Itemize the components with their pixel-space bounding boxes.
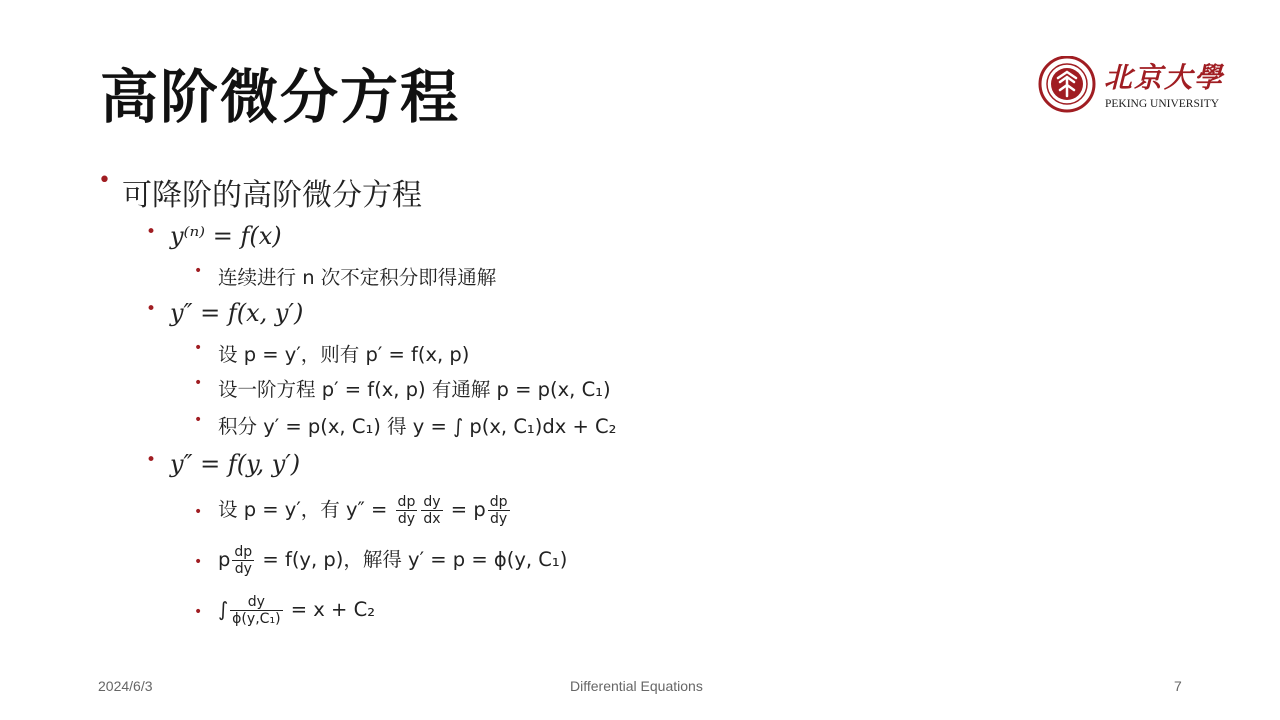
university-seal-icon [1038,56,1098,116]
footer-subject: Differential Equations [570,678,703,694]
fraction [396,494,418,527]
fraction-numerator: dp [234,544,253,560]
fraction [232,544,254,577]
item-text: 设 p = y′，则有 p′ = f(x, p) [218,343,470,366]
logo-english-name: PEKING UNIVERSITY [1105,98,1220,110]
formula-suffix: = x + C₂ [284,598,376,622]
item-formula [218,544,568,578]
bullet-dot-icon: • [194,340,203,356]
bullet-dot-icon: • [194,412,203,428]
item-formula: y″ = f(y, y′) [170,450,301,478]
bullet-item-level3 [194,374,611,402]
fraction-denominator: dy [490,511,508,528]
formula-middle: = p [444,498,486,522]
logo-chinese-name: 北京大學 [1104,61,1225,94]
fraction [230,594,282,627]
bullet-dot-icon: • [194,504,203,520]
bullet-dot-icon: • [146,299,157,319]
formula-prefix: ∫ [218,598,229,622]
bullet-dot-icon: • [194,263,203,279]
fraction-numerator: dy [423,494,441,510]
bullet-dot-icon: • [194,604,203,620]
item-text: 积分 y′ = p(x, C₁) 得 y = ∫ p(x, C₁)dx + C₂ [218,415,617,438]
bullet-dot-icon: • [146,450,157,470]
bullet-item-level3 [194,262,496,290]
formula-prefix: 设 p = y′，有 y″ = [218,498,394,522]
fraction [488,494,510,527]
item-formula [218,594,376,628]
formula-suffix: = f(y, p)，解得 y′ = p = ϕ(y, C₁) [256,548,568,572]
bullet-item-level3 [194,494,512,527]
bullet-item-level3 [194,594,375,627]
bullet-dot-icon: • [194,554,203,570]
bullet-item-level1 [98,170,422,214]
item-formula [218,494,512,528]
item-text: 设一阶方程 p′ = f(x, p) 有通解 p = p(x, C₁) [218,378,611,401]
bullet-item-level3 [194,411,616,439]
bullet-item-level3 [194,544,567,577]
item-formula: y″ = f(x, y′) [170,299,304,327]
slide-title: 高阶微分方程 [100,63,461,131]
bullet-dot-icon: • [146,222,157,242]
item-text: 连续进行 n 次不定积分即得通解 [218,266,497,289]
item-text: 可降阶的高阶微分方程 [122,178,422,213]
bullet-item-level2 [146,299,303,327]
bullet-item-level2 [146,450,300,478]
footer-page-number: 7 [1174,678,1182,694]
fraction-denominator: dy [397,511,416,528]
fraction-denominator: dx [423,511,441,528]
bullet-item-level3 [194,339,469,367]
fraction-numerator: dp [397,494,416,510]
fraction-numerator: dp [489,494,508,510]
footer-date: 2024/6/3 [98,678,153,694]
bullet-dot-icon: • [194,375,203,391]
formula-prefix: p [218,548,231,572]
fraction-denominator: ϕ(y,C₁) [232,611,281,628]
fraction-numerator: dy [230,594,282,611]
university-logo [1038,56,1238,114]
item-formula: y⁽ⁿ⁾ = f(x) [170,222,282,250]
bullet-item-level2 [146,222,282,250]
bullet-dot-icon: • [98,168,111,193]
fraction [421,494,442,527]
fraction-denominator: dy [234,561,252,578]
